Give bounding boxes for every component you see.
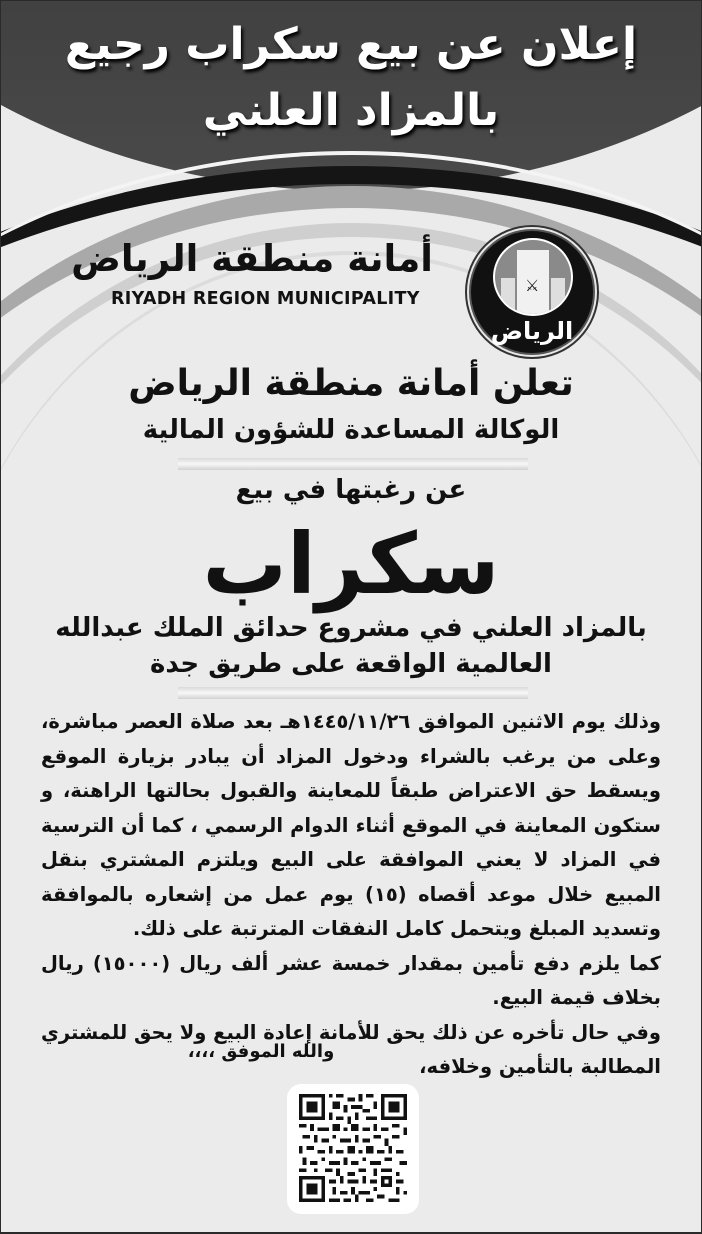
organization-logo-block: [1, 229, 701, 345]
terms-paragraph: وفي حال تأخره عن ذلك يحق للأمانة إعادة البيع ولا يحق للمشتري المطالبة بالتأمين وخلافه،: [41, 1020, 661, 1078]
palm-swords-icon: ⚔: [525, 276, 540, 295]
riyadh-emblem-icon: [469, 229, 595, 355]
ad-title-line-1: إعلان عن بيع سكراب رجيع: [64, 19, 638, 70]
emblem-label: الرياض: [490, 317, 574, 345]
divider: [178, 458, 528, 470]
desire-text: عن رغبتها في بيع: [235, 475, 467, 505]
item-headline: سكراب: [202, 515, 500, 613]
terms-body: [41, 705, 661, 1085]
closing-remark: والله الموفق ،،،،: [187, 1041, 335, 1062]
fort-icon: [493, 238, 573, 316]
terms-paragraph: وذلك يوم الاثنين الموافق ١٤٤٥/١١/٢٦هـ بعد صلاة العصر مباشرة، وعلى من يرغب بالشراء ودخول المزاد أن يبادر بزيارة الموقع ويسقط حق الاعتراض طبقاً للمعاينة والقبول بحالتها الراهنة، و ستكون المعاينة في الموقع أثناء الدوام الرسمي ، كما أن الترسية في المزاد لا يعني الموافقة على البيع ويلتزم المشتري بنقل المبيع خلال موعد أقصاه (١٥) يوم عمل من إشعاره بالموافقة وتسديد المبلغ ويتحمل كامل النفقات المترتبة على ذلك.: [41, 710, 661, 940]
agency-subheading: الوكالة المساعدة للشؤون المالية: [142, 415, 560, 445]
qr-code-card: [287, 1084, 419, 1214]
ad-title-line-2: بالمزاد العلني: [202, 85, 500, 136]
divider: [178, 687, 528, 699]
advertisement: [1, 1, 701, 1232]
location-line-2: العالمية الواقعة على طريق جدة: [150, 649, 552, 679]
terms-paragraph: كما يلزم دفع تأمين بمقدار خمسة عشر ألف ريال (١٥٠٠٠) ريال بخلاف قيمة البيع.: [41, 951, 661, 1009]
qr-code-icon: [297, 1094, 409, 1202]
announcer-heading: تعلن أمانة منطقة الرياض: [128, 363, 574, 404]
closing-remark-block: [1, 1041, 701, 1062]
organization-name-english: RIYADH REGION MUNICIPALITY: [111, 289, 420, 309]
location-line-1: بالمزاد العلني في مشروع حدائق الملك عبدالله: [55, 613, 647, 643]
organization-name-arabic: أمانة منطقة الرياض: [71, 237, 433, 280]
